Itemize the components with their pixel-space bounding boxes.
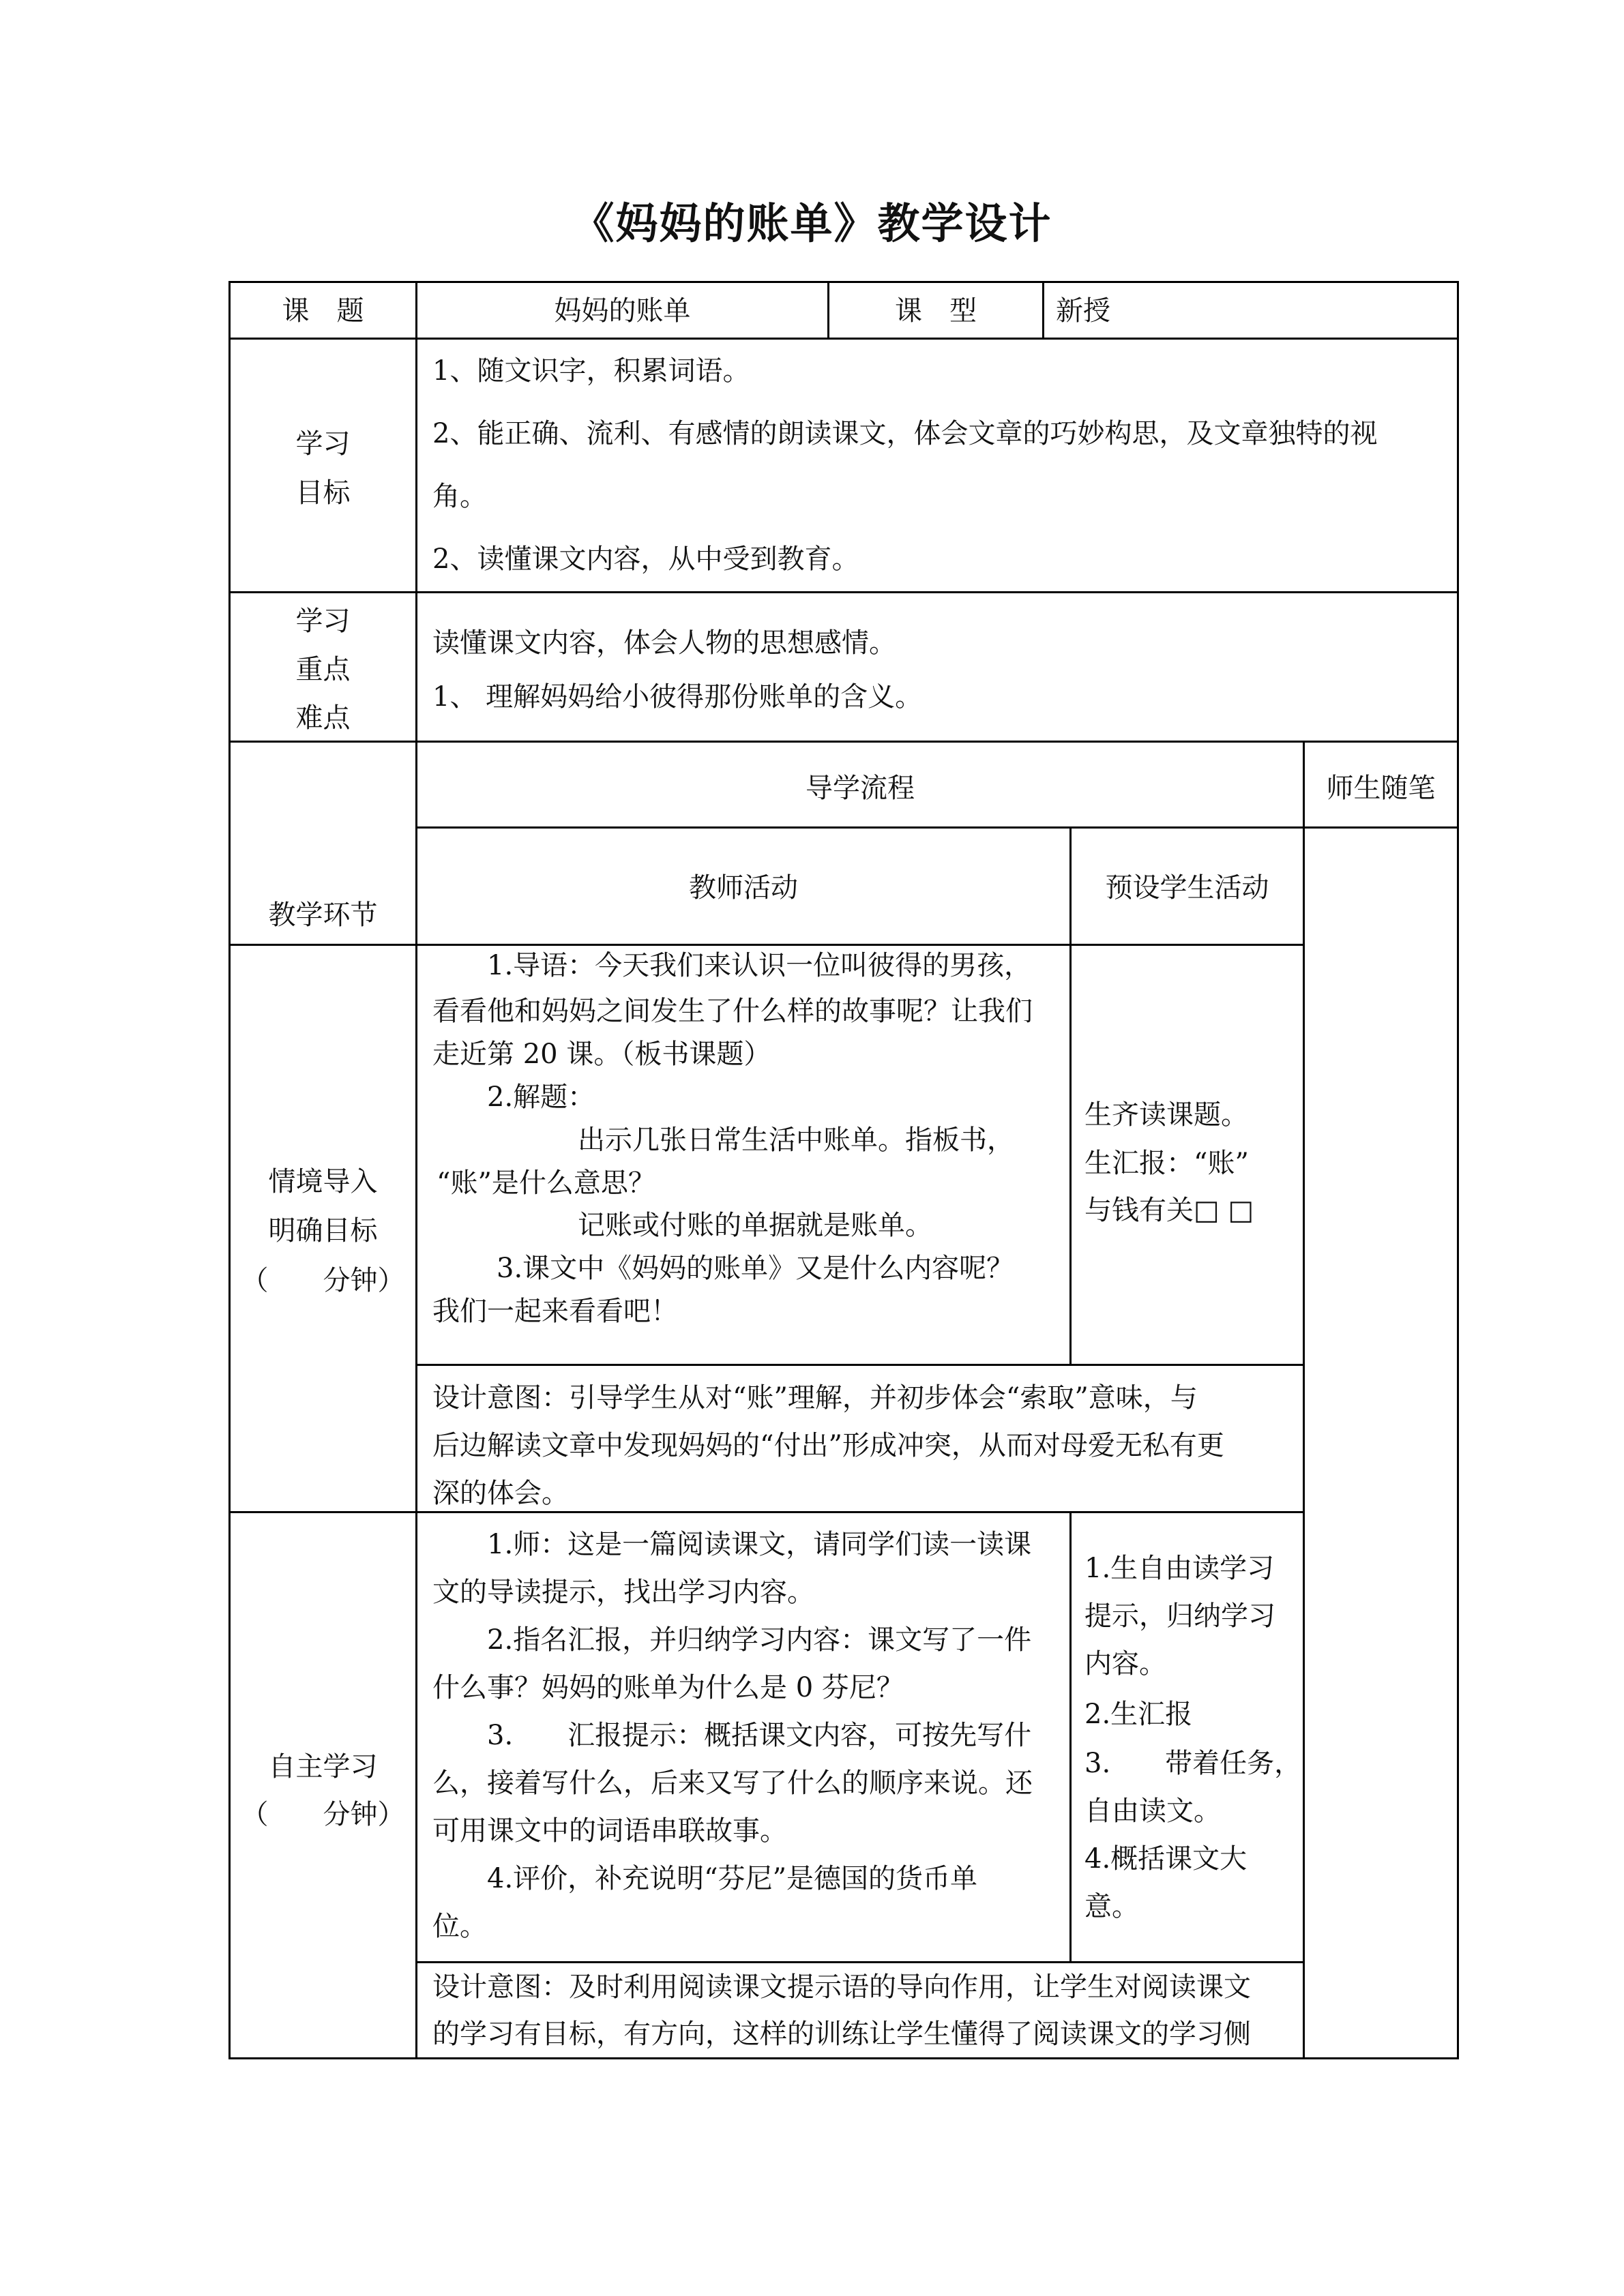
objective-line: 2、能正确、流利、有感情的朗读课文，体会文章的巧妙构思，及文章独特的视 xyxy=(432,418,1378,449)
design-line: 深的体会。 xyxy=(432,1478,569,1509)
keypoints-label-2: 重点 xyxy=(295,654,351,685)
section1-stage-line: （ 分钟） xyxy=(241,1265,405,1296)
teacher-line: 1.导语：今天我们来认识一位叫彼得的男孩， xyxy=(487,950,1032,981)
type-value: 新授 xyxy=(1056,295,1110,327)
teacher-line: 位。 xyxy=(432,1911,487,1942)
teacher-line: 1.师：这是一篇阅读课文，请同学们读一读课 xyxy=(487,1529,1032,1560)
student-line: 1.生自由读学习 xyxy=(1084,1553,1275,1584)
design-line: 设计意图：及时利用阅读课文提示语的导向作用，让学生对阅读课文 xyxy=(432,1971,1251,2003)
teacher-line: 4.评价，补充说明“芬尼”是德国的货币单 xyxy=(487,1863,978,1894)
student-line: 生齐读课题。 xyxy=(1084,1099,1248,1131)
teacher-line: 2.指名汇报，并归纳学习内容：课文写了一件 xyxy=(487,1624,1032,1656)
design-line: 设计意图：引导学生从对“账”理解，并初步体会“索取”意味，与 xyxy=(432,1382,1198,1414)
student-line: 自由读文。 xyxy=(1084,1795,1221,1827)
stage-header: 教学环节 xyxy=(268,899,378,931)
teacher-line: “账”是什么意思？ xyxy=(437,1167,655,1199)
objective-line: 角。 xyxy=(432,481,487,512)
student-line: 3. 带着任务， xyxy=(1084,1748,1302,1779)
teacher-line: 出示几张日常生活中账单。指板书， xyxy=(578,1124,1014,1156)
document-title: 《妈妈的账单》教学设计 xyxy=(572,198,1052,248)
teacher-line: 记账或付账的单据就是账单。 xyxy=(578,1210,932,1241)
topic-label: 课 题 xyxy=(282,295,364,327)
student-line: 2.生汇报 xyxy=(1084,1699,1193,1730)
teacher-line: 2.解题： xyxy=(487,1082,595,1113)
keypoints-label-3: 难点 xyxy=(295,702,351,734)
section2-stage-line: 自主学习 xyxy=(268,1751,378,1783)
design-line: 后边解读文章中发现妈妈的“付出”形成冲突，从而对母爱无私有更 xyxy=(432,1430,1224,1461)
section1-stage-line: 情境导入 xyxy=(268,1166,378,1197)
notes-header: 师生随笔 xyxy=(1326,773,1436,804)
teacher-line: 什么事？妈妈的账单为什么是 0 芬尼？ xyxy=(432,1672,904,1703)
student-line: 4.概括课文大 xyxy=(1084,1843,1247,1875)
teacher-line: 看看他和妈妈之间发生了什么样的故事呢？让我们 xyxy=(432,996,1033,1027)
teacher-line: 走近第 20 课。（板书课题） xyxy=(432,1039,771,1070)
keypoints-label-1: 学习 xyxy=(295,606,351,637)
student-line: 意。 xyxy=(1084,1891,1139,1922)
teacher-line: 我们一起来看看吧！ xyxy=(432,1296,678,1327)
teacher-line: 么，接着写什么，后来又写了什么的顺序来说。还 xyxy=(432,1768,1033,1799)
student-line: 生汇报：“账” xyxy=(1084,1148,1249,1179)
student-line: 内容。 xyxy=(1084,1648,1166,1680)
objective-line: 1、随文识字，积累词语。 xyxy=(432,355,750,387)
objectives-label-1: 学习 xyxy=(295,428,351,460)
teacher-activity-header: 教师活动 xyxy=(689,872,798,904)
student-line: 与钱有关□ □ xyxy=(1084,1195,1254,1226)
keypoint-line: 1、 理解妈妈给小彼得那份账单的含义。 xyxy=(432,681,923,713)
topic-value: 妈妈的账单 xyxy=(554,295,691,327)
teacher-line: 3.课文中《妈妈的账单》又是什么内容呢？ xyxy=(497,1253,1014,1284)
design-line: 的学习有目标，有方向，这样的训练让学生懂得了阅读课文的学习侧 xyxy=(432,2018,1251,2050)
student-activity-header: 预设学生活动 xyxy=(1105,872,1269,904)
teacher-line: 文的导读提示，找出学习内容。 xyxy=(432,1577,814,1608)
teacher-line: 3. 汇报提示：概括课文内容，可按先写什 xyxy=(487,1720,1032,1751)
type-label: 课 型 xyxy=(895,295,977,327)
guide-flow-header: 导学流程 xyxy=(806,773,915,804)
teacher-line: 可用课文中的词语串联故事。 xyxy=(432,1815,787,1847)
section1-stage-line: 明确目标 xyxy=(268,1215,378,1247)
section2-stage-line: （ 分钟） xyxy=(241,1799,405,1830)
objective-line: 2、读懂课文内容，从中受到教育。 xyxy=(432,543,859,575)
objectives-label-2: 目标 xyxy=(295,477,351,509)
student-line: 提示，归纳学习 xyxy=(1084,1600,1275,1632)
keypoint-line: 读懂课文内容，体会人物的思想感情。 xyxy=(432,627,896,659)
